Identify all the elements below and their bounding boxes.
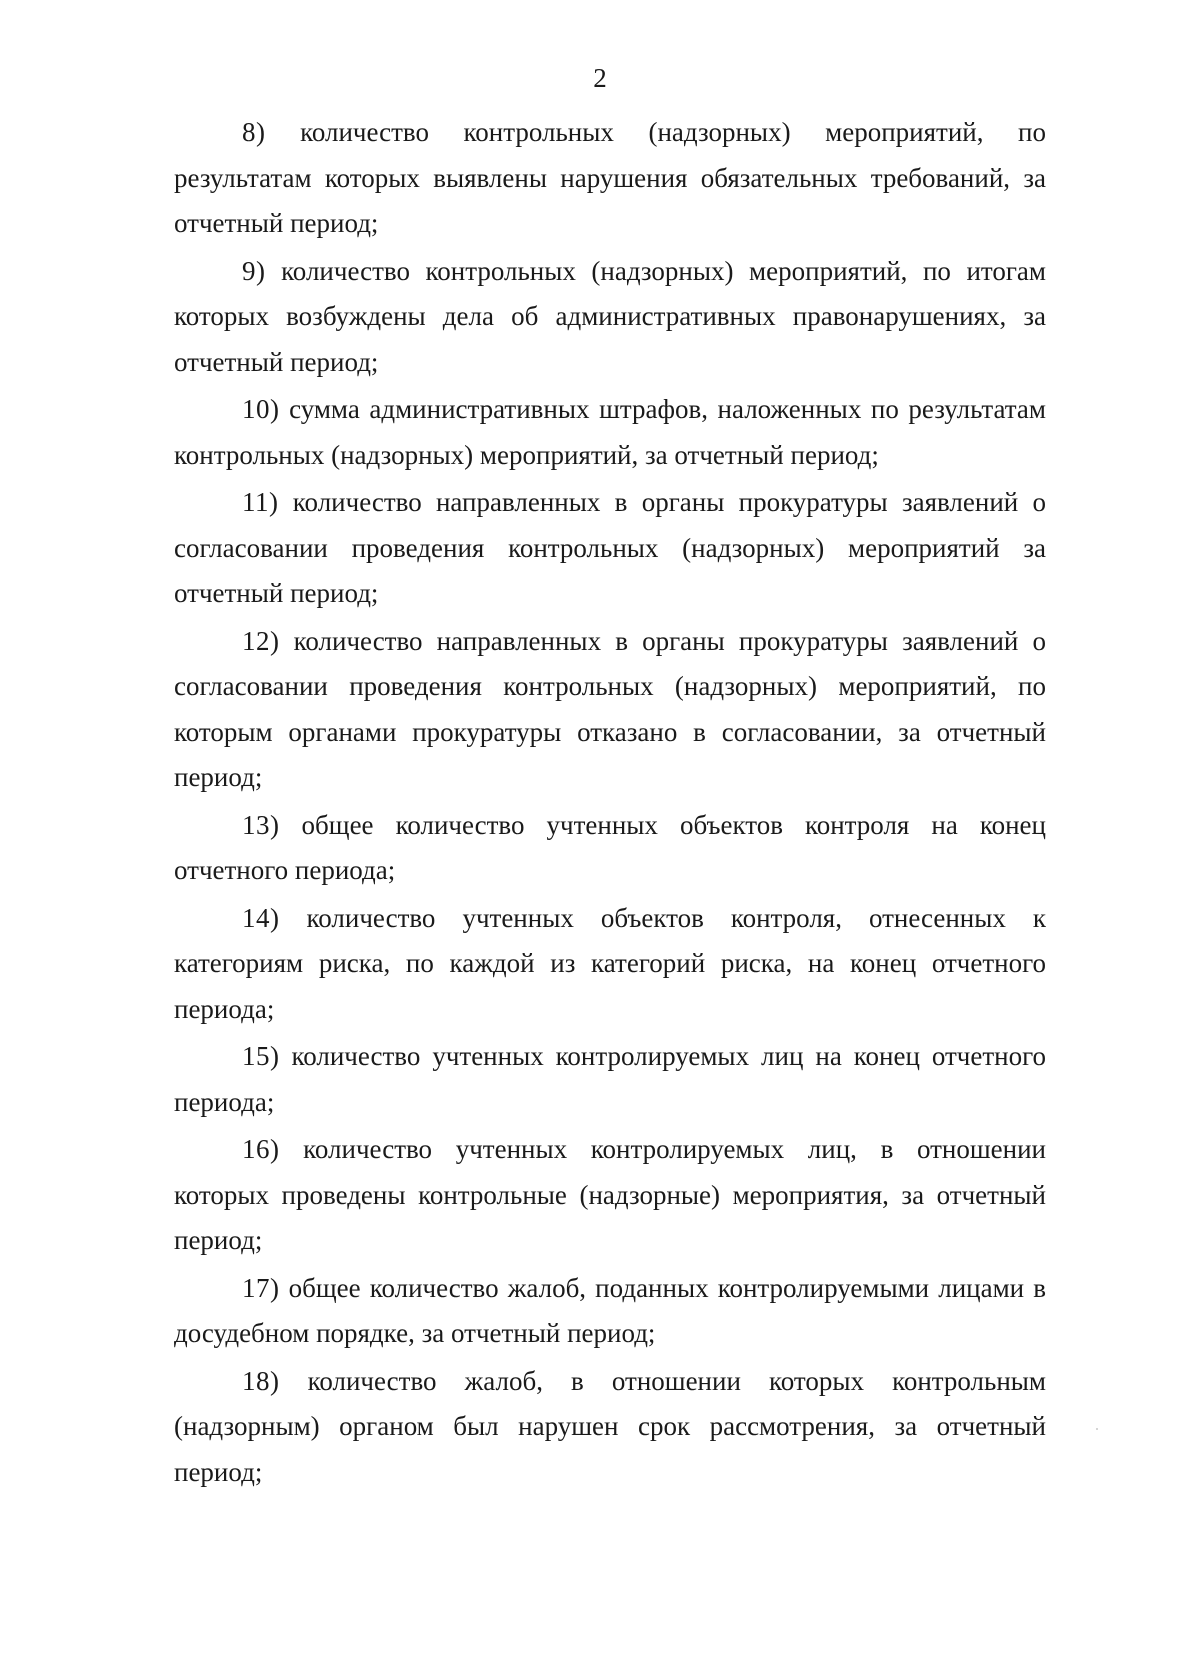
list-item-11 <box>174 480 1046 617</box>
item-text: количество учтенных объектов контроля, отнесенных к категориям риска, по каждой из категорий риска, на конец отчетного периода; <box>174 902 1046 1024</box>
list-item-14 <box>174 896 1046 1033</box>
list-item-13 <box>174 803 1046 894</box>
item-text: количество учтенных контролируемых лиц на конец отчетного периода; <box>174 1041 1047 1117</box>
item-number: 18) <box>242 1365 280 1396</box>
list-item-10 <box>174 387 1046 478</box>
list-item-12 <box>174 619 1046 801</box>
list-item-18 <box>174 1359 1046 1496</box>
item-number: 14) <box>242 902 280 933</box>
list-item-16 <box>174 1127 1046 1264</box>
item-text: количество направленных в органы прокуратуры заявлений о согласовании проведения контрольных (надзорных) мероприятий за отчетный период; <box>174 487 1047 608</box>
item-text: количество контрольных (надзорных) мероприятий, по результатам которых выявлены нарушения обязательных требований, за отчетный период; <box>174 117 1046 238</box>
item-number: 16) <box>242 1134 280 1164</box>
item-number: 13) <box>242 809 280 840</box>
item-text: общее количество учтенных объектов контроля на конец отчетного периода; <box>174 809 1046 885</box>
page-number: 2 <box>593 63 607 93</box>
item-number: 10) <box>242 394 280 424</box>
scan-speck <box>1096 1428 1098 1430</box>
list-item-9 <box>174 249 1046 386</box>
item-number: 9) <box>242 255 266 286</box>
item-text: сумма административных штрафов, наложенных по результатам контрольных (надзорных) мероприятий, за отчетный период; <box>174 394 1046 470</box>
list-item-17 <box>174 1266 1046 1357</box>
item-number: 15) <box>242 1041 280 1071</box>
item-text: количество контрольных (надзорных) мероприятий, по итогам которых возбуждены дела об административных правонарушениях, за отчетный период; <box>174 255 1046 377</box>
list-item-15 <box>174 1034 1046 1125</box>
list-item-8 <box>174 110 1046 247</box>
document-body <box>174 110 1046 1497</box>
item-text: количество учтенных контролируемых лиц, в отношении которых проведены контрольные (надзорные) мероприятия, за отчетный период; <box>174 1134 1046 1255</box>
item-number: 12) <box>242 625 280 656</box>
item-number: 17) <box>242 1272 280 1303</box>
item-text: количество жалоб, в отношении которых контрольным (надзорным) органом был нарушен срок рассмотрения, за отчетный период; <box>174 1365 1047 1487</box>
item-number: 11) <box>242 487 279 517</box>
item-text: общее количество жалоб, поданных контролируемыми лицами в досудебном порядке, за отчетный период; <box>174 1272 1046 1348</box>
item-number: 8) <box>242 117 266 147</box>
item-text: количество направленных в органы прокуратуры заявлений о согласовании проведения контрольных (надзорных) мероприятий, по которым органами прокуратуры отказано в согласовании, за отчетный период; <box>174 625 1046 792</box>
